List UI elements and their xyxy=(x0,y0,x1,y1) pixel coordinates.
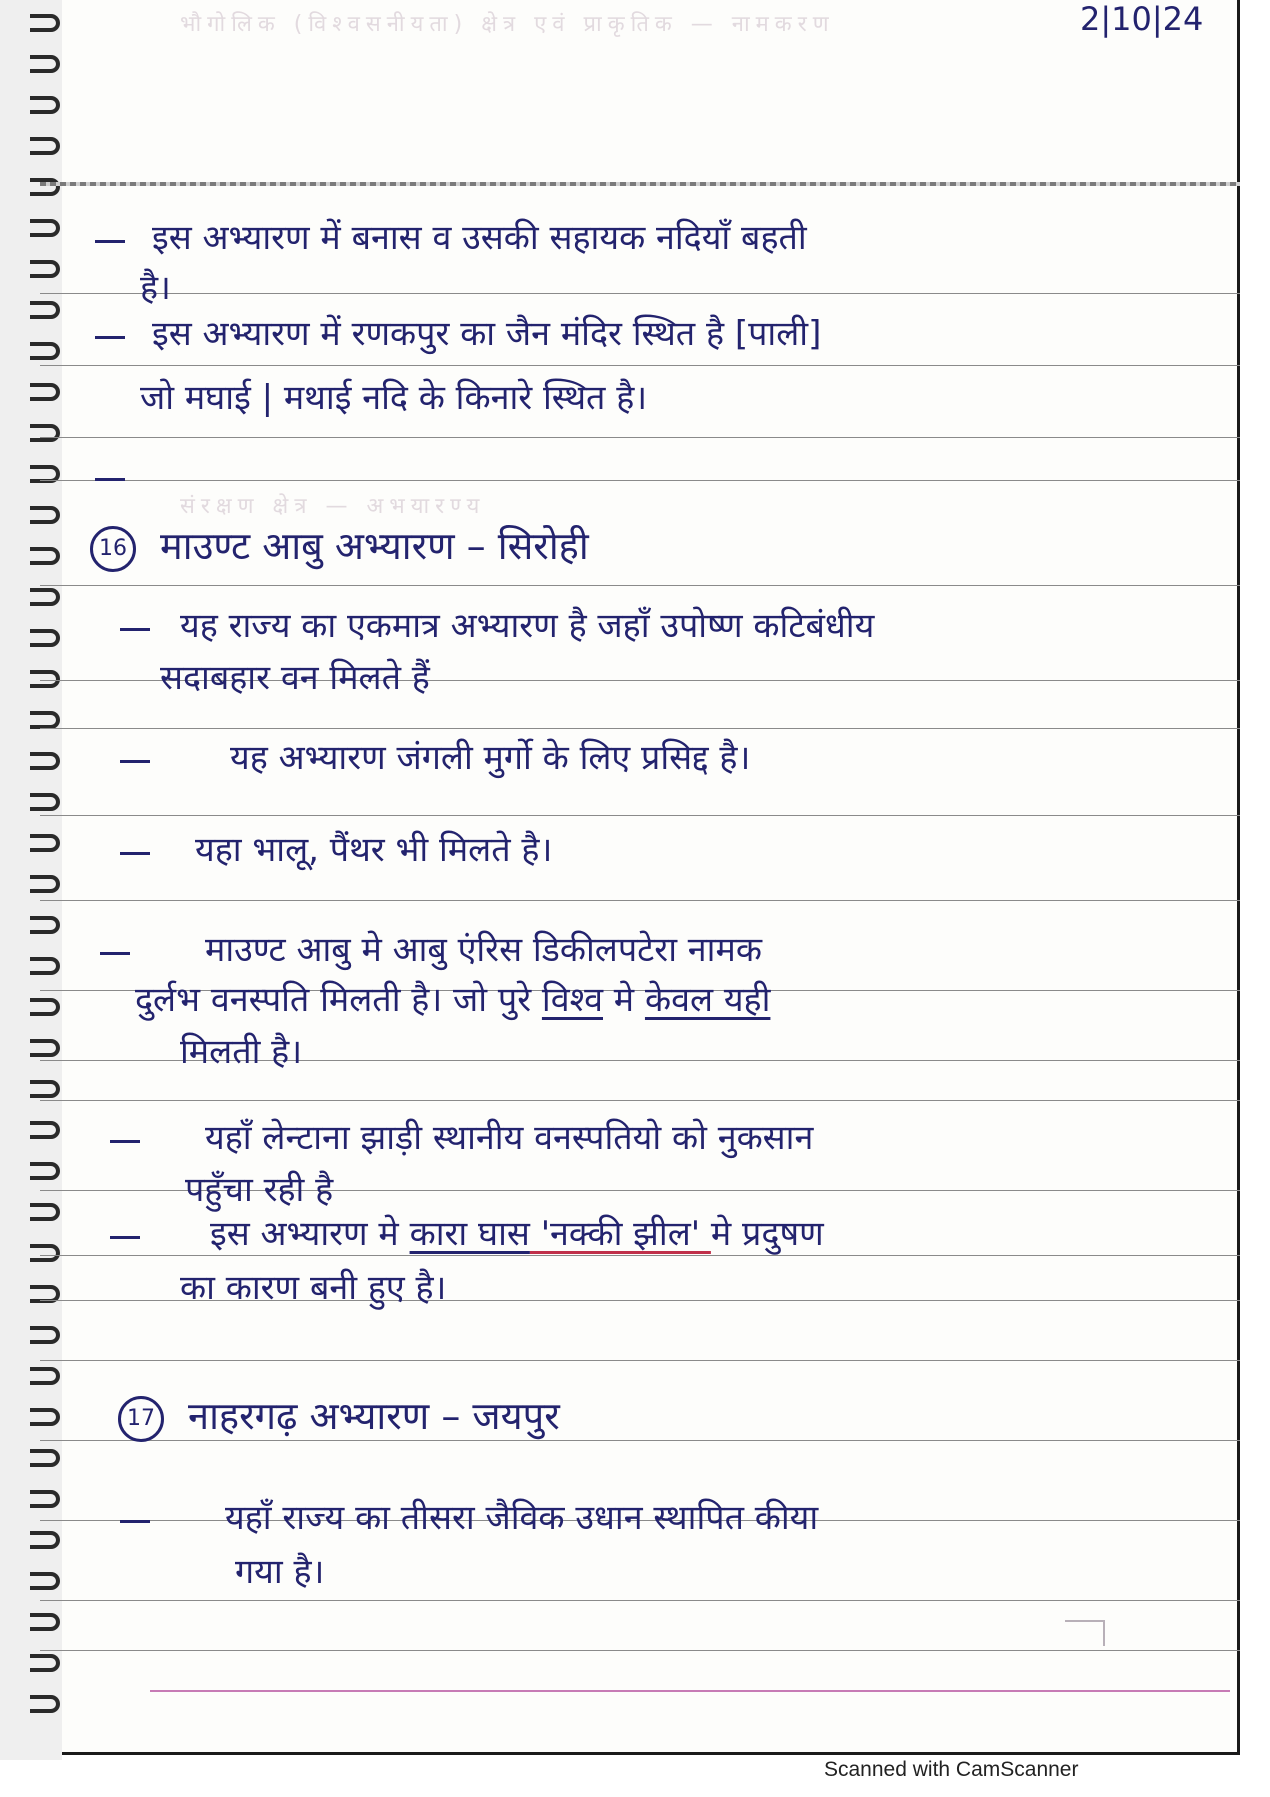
ruled-line xyxy=(40,1100,1240,1101)
top-margin-band xyxy=(40,182,1240,186)
spiral-ring xyxy=(30,1531,60,1549)
section-number: 16 xyxy=(90,526,136,572)
ruled-line xyxy=(40,480,1240,481)
spiral-ring xyxy=(30,1613,60,1631)
spiral-ring xyxy=(30,752,60,770)
bottom-margin-line xyxy=(150,1690,1230,1692)
spiral-ring xyxy=(30,1490,60,1508)
spiral-ring xyxy=(30,670,60,688)
spiral-ring xyxy=(30,137,60,155)
ruled-line xyxy=(40,585,1240,586)
bullet-dash xyxy=(120,1520,150,1523)
section-number: 17 xyxy=(118,1396,164,1442)
note-line: सदाबहार वन मिलते हैं xyxy=(160,658,430,698)
spiral-ring xyxy=(30,260,60,278)
underlined-word: विश्व xyxy=(541,980,603,1020)
spiral-ring xyxy=(30,1367,60,1385)
note-line xyxy=(210,1208,824,1260)
underlined-word: केवल यही xyxy=(644,980,771,1020)
note-line: पहुँचा रही है xyxy=(185,1170,334,1210)
spiral-ring xyxy=(30,424,60,442)
ruled-line xyxy=(40,1600,1240,1601)
note-line: यहा भालू, पैंथर भी मिलते है। xyxy=(195,830,553,870)
underlined-word: कारा घास xyxy=(409,1214,530,1254)
bleed-through-text: संरक्षण क्षेत्र — अभयारण्य xyxy=(180,494,486,519)
note-line: यहाँ लेन्टाना झाड़ी स्थानीय वनस्पतियो को नुकसान xyxy=(205,1118,814,1158)
spiral-ring xyxy=(30,1449,60,1467)
ruled-line xyxy=(40,728,1240,729)
spiral-ring xyxy=(30,342,60,360)
bullet-dash xyxy=(95,478,125,481)
spiral-ring xyxy=(30,1162,60,1180)
note-line: यहाँ राज्य का तीसरा जैविक उधान स्थापित कीया xyxy=(225,1498,819,1538)
spiral-ring xyxy=(30,1326,60,1344)
spiral-ring xyxy=(30,629,60,647)
section-heading-17 xyxy=(118,1390,560,1442)
spiral-ring xyxy=(30,998,60,1016)
note-line: माउण्ट आबु मे आबु एंरिस डिकीलपटेरा नामक xyxy=(205,930,762,970)
spiral-ring xyxy=(30,1080,60,1098)
spiral-ring xyxy=(30,383,60,401)
bleed-through-text: भौगोलिक (विश्वसनीयता) क्षेत्र एवं प्राकृतिक — नामकरण xyxy=(180,12,835,37)
ruled-line xyxy=(40,900,1240,901)
ruled-line xyxy=(40,1650,1240,1651)
spiral-ring xyxy=(30,1039,60,1057)
spiral-ring xyxy=(30,1121,60,1139)
spiral-ring xyxy=(30,14,60,32)
note-line: इस अभ्यारण में रणकपुर का जैन मंदिर स्थित है [पाली] xyxy=(152,314,822,354)
spiral-ring xyxy=(30,178,60,196)
spiral-ring xyxy=(30,1203,60,1221)
spiral-ring xyxy=(30,588,60,606)
spiral-ring xyxy=(30,96,60,114)
ruled-line xyxy=(40,293,1240,294)
section-title: नाहरगढ़ अभ्यारण – जयपुर xyxy=(188,1394,560,1438)
note-line xyxy=(135,974,770,1026)
section-heading-16 xyxy=(90,520,589,572)
scanner-watermark: Scanned with CamScanner xyxy=(824,1758,1079,1781)
bullet-dash xyxy=(120,852,150,855)
note-line: गया है। xyxy=(235,1552,325,1592)
spiral-ring xyxy=(30,1695,60,1713)
bullet-dash xyxy=(110,1140,140,1143)
note-line: यह राज्य का एकमात्र अभ्यारण है जहाँ उपोष्ण कटिबंधीय xyxy=(180,606,875,646)
ruled-line xyxy=(40,815,1240,816)
text-run: इस अभ्यारण मे xyxy=(210,1214,410,1254)
note-line: इस अभ्यारण में बनास व उसकी सहायक नदियाँ बहती xyxy=(152,218,807,258)
spiral-ring xyxy=(30,875,60,893)
spiral-ring xyxy=(30,711,60,729)
bullet-dash xyxy=(95,240,125,243)
bullet-dash xyxy=(95,336,125,339)
note-line: यह अभ्यारण जंगली मुर्गो के लिए प्रसिद्द है। xyxy=(230,738,751,778)
ruled-line xyxy=(40,365,1240,366)
spiral-ring xyxy=(30,506,60,524)
note-line: है। xyxy=(140,268,171,308)
ruled-line xyxy=(40,1360,1240,1361)
bullet-dash xyxy=(110,1236,140,1239)
note-line: जो मघाई | मथाई नदि के किनारे स्थित है। xyxy=(140,378,648,418)
spiral-ring xyxy=(30,301,60,319)
bullet-dash xyxy=(120,628,150,631)
bullet-dash xyxy=(120,760,150,763)
ruled-line xyxy=(40,437,1240,438)
spiral-ring xyxy=(30,793,60,811)
page-date: 2|10|24 xyxy=(1080,0,1204,38)
note-line: मिलती है। xyxy=(180,1032,303,1072)
spiral-ring xyxy=(30,1408,60,1426)
spiral-ring xyxy=(30,1654,60,1672)
section-title: माउण्ट आबु अभ्यारण – सिरोही xyxy=(160,524,589,568)
spiral-ring xyxy=(30,916,60,934)
pencil-mark xyxy=(1065,1620,1105,1646)
spiral-ring xyxy=(30,834,60,852)
text-run: मे प्रदुषण xyxy=(710,1214,824,1254)
spiral-ring xyxy=(30,1244,60,1262)
text-run: दुर्लभ वनस्पति मिलती है। जो पुरे xyxy=(135,980,542,1020)
underlined-word: 'नक्की झील' xyxy=(529,1214,711,1254)
spiral-ring xyxy=(30,547,60,565)
note-line: का कारण बनी हुए है। xyxy=(180,1268,447,1308)
bullet-dash xyxy=(100,952,130,955)
spiral-ring xyxy=(30,957,60,975)
spiral-ring xyxy=(30,219,60,237)
text-run: मे xyxy=(603,980,645,1020)
spiral-ring xyxy=(30,1572,60,1590)
spiral-ring xyxy=(30,55,60,73)
